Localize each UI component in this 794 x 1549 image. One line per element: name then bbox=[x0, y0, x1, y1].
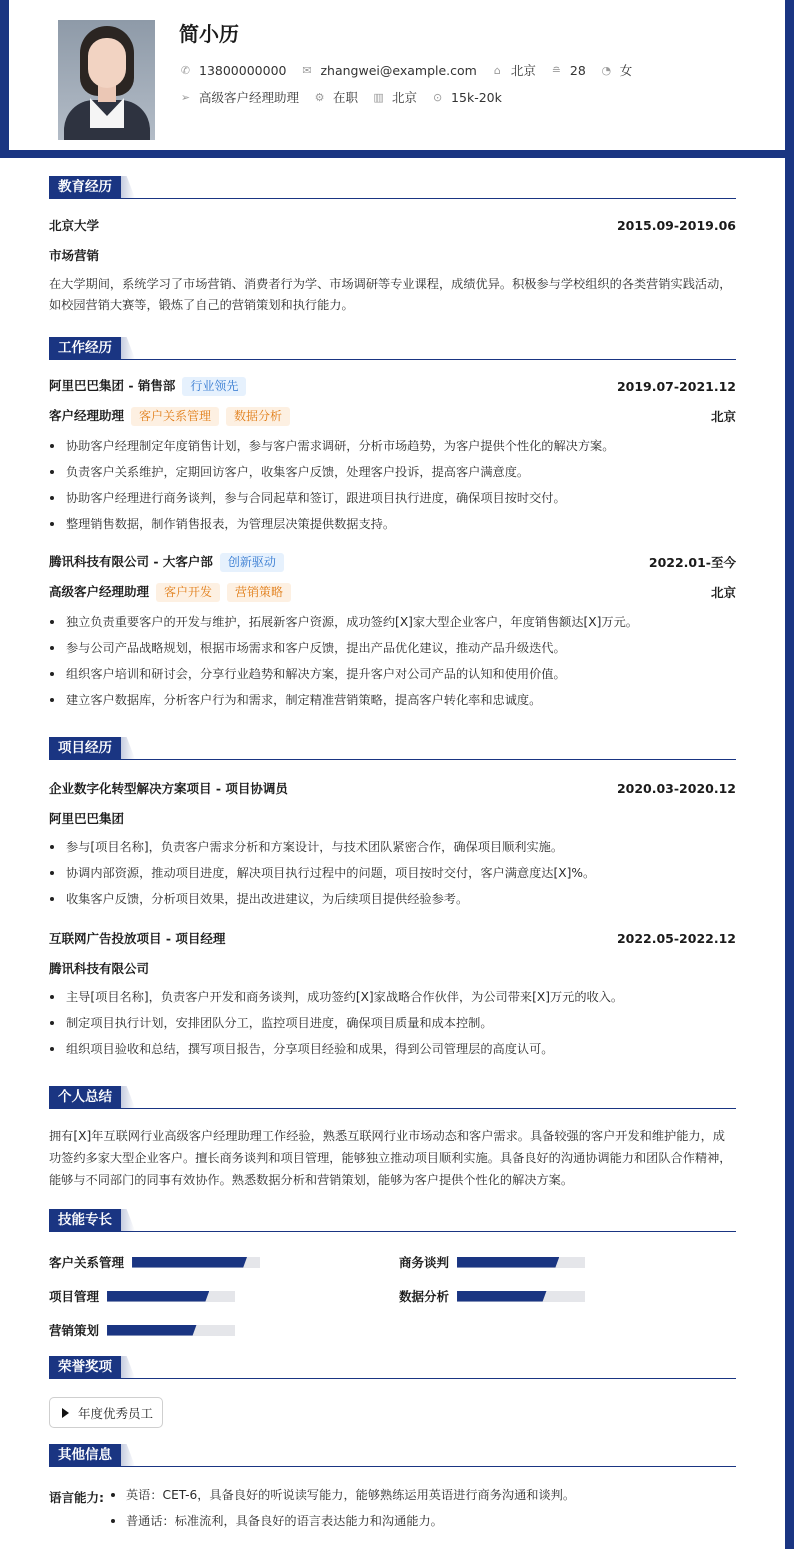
major-row bbox=[49, 246, 736, 264]
gender-icon: ◔ bbox=[601, 63, 612, 77]
summary-text: 拥有[X]年互联网行业高级客户经理助理工作经验，熟悉互联网行业市场动态和客户需求。具备较强的客户开发和维护能力，成功签约多家大型企业客户。擅长商务谈判和项目管理，能够独立推动项目顺利实施。具备良好的沟通协调能力和团队合作精神，能够与不同部门的同事有效协作。熟悉数据分析和营销策划，能够为客户提供个性化的解决方案。 bbox=[49, 1129, 732, 1187]
education-date: 2015.09-2019.06 bbox=[616, 217, 736, 233]
skill-item bbox=[399, 1287, 585, 1305]
award-label: 年度优秀员工 bbox=[78, 1405, 154, 1421]
work-role-row bbox=[49, 406, 736, 426]
section-header bbox=[49, 1356, 736, 1379]
education-section bbox=[49, 176, 736, 312]
avatar bbox=[58, 20, 155, 140]
status-value: 在职 bbox=[333, 90, 359, 105]
company-name-line bbox=[49, 552, 284, 572]
section-title: 工作经历 bbox=[49, 337, 121, 359]
candidate-name: 简小历 bbox=[179, 22, 239, 46]
send-icon: ➢ bbox=[180, 90, 191, 104]
skill-bar-fill bbox=[107, 1291, 209, 1302]
skill-bar-fill bbox=[457, 1257, 559, 1268]
skill-bar bbox=[107, 1325, 235, 1336]
project-date: 2020.03-2020.12 bbox=[616, 780, 736, 796]
list-item: 普通话：标准流利，具备良好的语言表达能力和沟通能力。 bbox=[110, 1508, 710, 1534]
skill-name: 数据分析 bbox=[399, 1289, 450, 1304]
position-value: 高级客户经理助理 bbox=[199, 90, 300, 105]
section-title: 项目经历 bbox=[49, 737, 121, 759]
target-city-item bbox=[372, 88, 417, 106]
list-item: 组织项目验收和总结，撰写项目报告，分享项目经验和成果，得到公司管理层的高度认可。 bbox=[49, 1036, 736, 1062]
skill-name: 营销策划 bbox=[49, 1323, 100, 1338]
role-name: 客户经理助理 bbox=[49, 408, 125, 423]
company-tag: 行业领先 bbox=[182, 377, 246, 396]
target-city-value: 北京 bbox=[392, 90, 418, 105]
work-company-row bbox=[49, 552, 736, 572]
summary-section bbox=[49, 1086, 736, 1187]
salary-value: 15k-20k bbox=[451, 89, 502, 105]
skill-bar bbox=[107, 1291, 235, 1302]
list-item: 协调内部资源，推动项目进度，解决项目执行过程中的问题，项目按时交付，客户满意度达[X]%。 bbox=[49, 860, 736, 886]
work-bullets bbox=[49, 433, 736, 537]
list-item: 参与[项目名称]，负责客户需求分析和方案设计，与技术团队紧密合作，确保项目顺利实施。 bbox=[49, 834, 736, 860]
work-location: 北京 bbox=[710, 409, 736, 424]
education-description: 在大学期间，系统学习了市场营销、消费者行为学、市场调研等专业课程，成绩优异。积极参与学校组织的各类营销实践活动，如校园营销大赛等，锻炼了自己的营销策划和执行能力。 bbox=[49, 277, 732, 312]
skills-section bbox=[49, 1209, 736, 1338]
projects-section bbox=[49, 737, 736, 1056]
section-title: 荣誉奖项 bbox=[49, 1356, 121, 1378]
section-header bbox=[49, 1444, 736, 1467]
salary-item bbox=[431, 90, 502, 105]
skill-bar bbox=[457, 1291, 585, 1302]
work-location: 北京 bbox=[710, 585, 736, 600]
list-item: 独立负责重要客户的开发与维护，拓展新客户资源，成功签约[X]家大型企业客户，年度销售额达[X]万元。 bbox=[49, 609, 736, 635]
age-value: 28 bbox=[569, 62, 586, 78]
role-line bbox=[49, 406, 290, 426]
skill-bar bbox=[457, 1257, 585, 1268]
project-title-row bbox=[49, 779, 736, 797]
gender-item bbox=[600, 61, 633, 79]
work-role-row bbox=[49, 582, 736, 602]
gear-icon: ⚙ bbox=[314, 90, 325, 104]
project-bullets bbox=[49, 834, 736, 912]
gender-value: 女 bbox=[619, 63, 633, 78]
coin-icon: ⊙ bbox=[432, 90, 443, 104]
skill-item bbox=[399, 1253, 585, 1271]
skill-name: 项目管理 bbox=[49, 1289, 100, 1304]
skill-name: 商务谈判 bbox=[399, 1255, 450, 1270]
job-intent-row bbox=[179, 88, 516, 106]
skill-bar-fill bbox=[107, 1325, 197, 1336]
section-header bbox=[49, 737, 736, 760]
list-item: 制定项目执行计划，安排团队分工，监控项目进度，确保项目质量和成本控制。 bbox=[49, 1010, 736, 1036]
section-header bbox=[49, 1209, 736, 1232]
list-item: 建立客户数据库，分析客户行为和需求，制定精准营销策略，提高客户转化率和忠诚度。 bbox=[49, 687, 736, 713]
section-title: 其他信息 bbox=[49, 1444, 121, 1466]
phone-icon: ✆ bbox=[180, 63, 191, 77]
section-title: 个人总结 bbox=[49, 1086, 121, 1108]
list-item: 负责客户关系维护，定期回访客户，收集客户反馈，处理客户投诉，提高客户满意度。 bbox=[49, 459, 736, 485]
skill-name: 客户关系管理 bbox=[49, 1255, 125, 1270]
role-tag: 营销策略 bbox=[227, 583, 291, 602]
project-bullets bbox=[49, 984, 736, 1062]
section-title: 教育经历 bbox=[49, 176, 121, 198]
major-name: 市场营销 bbox=[49, 248, 100, 263]
work-section bbox=[49, 337, 736, 707]
email-value: zhangwei@example.com bbox=[320, 62, 477, 78]
role-name: 高级客户经理助理 bbox=[49, 584, 150, 599]
frame-divider-band bbox=[0, 150, 794, 158]
status-item bbox=[313, 88, 358, 106]
language-list bbox=[110, 1482, 710, 1534]
skill-item bbox=[49, 1321, 235, 1339]
mail-icon: ✉ bbox=[302, 63, 312, 77]
skill-bar-fill bbox=[132, 1257, 247, 1268]
project-title: 互联网广告投放项目 - 项目经理 bbox=[49, 931, 226, 946]
award-toggle[interactable] bbox=[49, 1397, 163, 1428]
project-date: 2022.05-2022.12 bbox=[616, 930, 736, 946]
company-name-line bbox=[49, 376, 246, 396]
project-org-row bbox=[49, 959, 736, 977]
school-name: 北京大学 bbox=[49, 218, 100, 233]
project-org: 腾讯科技有限公司 bbox=[49, 961, 150, 976]
building-icon: ▥ bbox=[373, 90, 384, 104]
list-item: 整理销售数据，制作销售报表，为管理层决策提供数据支持。 bbox=[49, 511, 736, 537]
skill-bar-fill bbox=[457, 1291, 547, 1302]
language-label: 语言能力: bbox=[49, 1490, 104, 1505]
position-item bbox=[179, 88, 299, 106]
work-company-row bbox=[49, 376, 736, 396]
work-date: 2022.01-至今 bbox=[648, 555, 736, 570]
other-section bbox=[49, 1444, 736, 1528]
frame-left-bar bbox=[0, 0, 9, 150]
skill-item bbox=[49, 1253, 260, 1271]
company-name: 阿里巴巴集团 - 销售部 bbox=[49, 378, 176, 393]
phone-value: 13800000000 bbox=[199, 62, 287, 78]
section-header bbox=[49, 176, 736, 199]
list-item: 协助客户经理进行商务谈判，参与合同起草和签订，跟进项目执行进度，确保项目按时交付。 bbox=[49, 485, 736, 511]
section-header bbox=[49, 337, 736, 360]
education-row bbox=[49, 216, 736, 234]
awards-section bbox=[49, 1356, 736, 1421]
caret-right-icon bbox=[62, 1408, 69, 1418]
work-bullets bbox=[49, 609, 736, 713]
list-item: 组织客户培训和研讨会，分享行业趋势和解决方案，提升客户对公司产品的认知和使用价值。 bbox=[49, 661, 736, 687]
list-item: 参与公司产品战略规划，根据市场需求和客户反馈，提出产品优化建议，推动产品升级迭代。 bbox=[49, 635, 736, 661]
city-item bbox=[491, 61, 536, 79]
home-icon: ⌂ bbox=[493, 63, 501, 77]
project-org: 阿里巴巴集团 bbox=[49, 811, 125, 826]
list-item: 英语：CET-6，具备良好的听说读写能力，能够熟练运用英语进行商务沟通和谈判。 bbox=[110, 1482, 710, 1508]
section-title: 技能专长 bbox=[49, 1209, 121, 1231]
frame-right-bar bbox=[785, 0, 794, 1549]
role-line bbox=[49, 582, 291, 602]
project-title: 企业数字化转型解决方案项目 - 项目协调员 bbox=[49, 781, 288, 796]
company-name: 腾讯科技有限公司 - 大客户部 bbox=[49, 554, 213, 569]
company-tag: 创新驱动 bbox=[220, 553, 284, 572]
city-value: 北京 bbox=[510, 63, 536, 78]
age-item bbox=[550, 63, 586, 78]
role-tag: 客户开发 bbox=[156, 583, 220, 602]
role-tag: 客户关系管理 bbox=[131, 407, 219, 426]
contact-row bbox=[179, 61, 646, 79]
work-date: 2019.07-2021.12 bbox=[616, 378, 736, 394]
phone-item bbox=[179, 63, 286, 78]
email-item bbox=[300, 63, 476, 78]
cake-icon: ≘ bbox=[551, 63, 561, 77]
list-item: 收集客户反馈，分析项目效果，提出改进建议，为后续项目提供经验参考。 bbox=[49, 886, 736, 912]
role-tag: 数据分析 bbox=[226, 407, 290, 426]
skill-bar bbox=[132, 1257, 260, 1268]
project-org-row bbox=[49, 809, 736, 827]
resume-header bbox=[9, 0, 785, 150]
skill-item bbox=[49, 1287, 235, 1305]
project-title-row bbox=[49, 929, 736, 947]
list-item: 主导[项目名称]，负责客户开发和商务谈判，成功签约[X]家战略合作伙伴，为公司带来[X]万元的收入。 bbox=[49, 984, 736, 1010]
section-header bbox=[49, 1086, 736, 1109]
list-item: 协助客户经理制定年度销售计划，参与客户需求调研，分析市场趋势，为客户提供个性化的解决方案。 bbox=[49, 433, 736, 459]
